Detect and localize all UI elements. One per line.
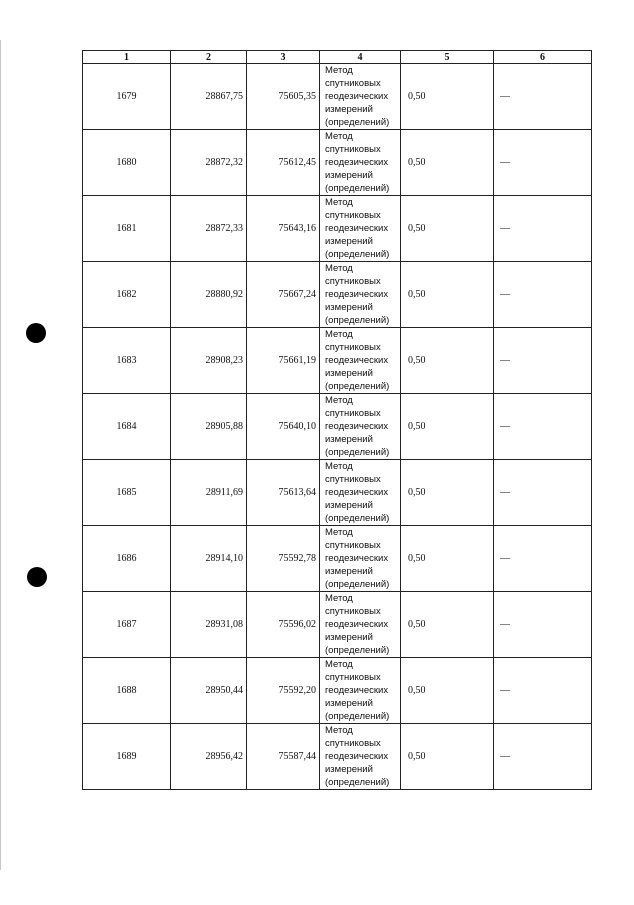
note-cell: — bbox=[494, 658, 592, 724]
table-row bbox=[83, 592, 592, 658]
note-cell: — bbox=[494, 526, 592, 592]
accuracy-cell: 0,50 bbox=[401, 526, 494, 592]
header-col-3: 3 bbox=[247, 51, 320, 64]
method-cell: Метод спутниковых геодезических измерений (определений) bbox=[320, 460, 401, 526]
accuracy-cell: 0,50 bbox=[401, 724, 494, 790]
note-cell: — bbox=[494, 196, 592, 262]
header-col-6: 6 bbox=[494, 51, 592, 64]
method-cell: Метод спутниковых геодезических измерений (определений) bbox=[320, 130, 401, 196]
y-coordinate-cell: 75613,64 bbox=[247, 460, 320, 526]
table-row bbox=[83, 64, 592, 130]
y-coordinate-cell: 75612,45 bbox=[247, 130, 320, 196]
accuracy-cell: 0,50 bbox=[401, 130, 494, 196]
point-number-cell: 1680 bbox=[83, 130, 171, 196]
x-coordinate-cell: 28872,33 bbox=[171, 196, 247, 262]
table-row bbox=[83, 130, 592, 196]
table-row bbox=[83, 196, 592, 262]
point-number-cell: 1683 bbox=[83, 328, 171, 394]
accuracy-cell: 0,50 bbox=[401, 328, 494, 394]
method-cell: Метод спутниковых геодезических измерений (определений) bbox=[320, 64, 401, 130]
point-number-cell: 1679 bbox=[83, 64, 171, 130]
header-col-4: 4 bbox=[320, 51, 401, 64]
x-coordinate-cell: 28950,44 bbox=[171, 658, 247, 724]
x-coordinate-cell: 28911,69 bbox=[171, 460, 247, 526]
point-number-cell: 1684 bbox=[83, 394, 171, 460]
method-cell: Метод спутниковых геодезических измерений (определений) bbox=[320, 526, 401, 592]
note-cell: — bbox=[494, 328, 592, 394]
x-coordinate-cell: 28880,92 bbox=[171, 262, 247, 328]
accuracy-cell: 0,50 bbox=[401, 64, 494, 130]
note-cell: — bbox=[494, 592, 592, 658]
table-header-row bbox=[83, 51, 592, 64]
x-coordinate-cell: 28914,10 bbox=[171, 526, 247, 592]
accuracy-cell: 0,50 bbox=[401, 460, 494, 526]
header-col-5: 5 bbox=[401, 51, 494, 64]
note-cell: — bbox=[494, 460, 592, 526]
point-number-cell: 1687 bbox=[83, 592, 171, 658]
method-cell: Метод спутниковых геодезических измерений (определений) bbox=[320, 592, 401, 658]
method-cell: Метод спутниковых геодезических измерений (определений) bbox=[320, 196, 401, 262]
table-row bbox=[83, 262, 592, 328]
x-coordinate-cell: 28905,88 bbox=[171, 394, 247, 460]
y-coordinate-cell: 75667,24 bbox=[247, 262, 320, 328]
table-row bbox=[83, 394, 592, 460]
header-col-2: 2 bbox=[171, 51, 247, 64]
x-coordinate-cell: 28931,08 bbox=[171, 592, 247, 658]
point-number-cell: 1686 bbox=[83, 526, 171, 592]
accuracy-cell: 0,50 bbox=[401, 394, 494, 460]
point-number-cell: 1685 bbox=[83, 460, 171, 526]
page-left-edge bbox=[0, 40, 1, 870]
note-cell: — bbox=[494, 394, 592, 460]
note-cell: — bbox=[494, 130, 592, 196]
accuracy-cell: 0,50 bbox=[401, 262, 494, 328]
y-coordinate-cell: 75661,19 bbox=[247, 328, 320, 394]
punch-hole-top bbox=[26, 323, 46, 343]
accuracy-cell: 0,50 bbox=[401, 196, 494, 262]
point-number-cell: 1689 bbox=[83, 724, 171, 790]
y-coordinate-cell: 75643,16 bbox=[247, 196, 320, 262]
y-coordinate-cell: 75592,78 bbox=[247, 526, 320, 592]
point-number-cell: 1681 bbox=[83, 196, 171, 262]
table-row bbox=[83, 526, 592, 592]
table-row bbox=[83, 724, 592, 790]
x-coordinate-cell: 28867,75 bbox=[171, 64, 247, 130]
note-cell: — bbox=[494, 262, 592, 328]
table-row bbox=[83, 460, 592, 526]
point-number-cell: 1688 bbox=[83, 658, 171, 724]
y-coordinate-cell: 75640,10 bbox=[247, 394, 320, 460]
header-col-1: 1 bbox=[83, 51, 171, 64]
x-coordinate-cell: 28956,42 bbox=[171, 724, 247, 790]
note-cell: — bbox=[494, 724, 592, 790]
method-cell: Метод спутниковых геодезических измерений (определений) bbox=[320, 724, 401, 790]
method-cell: Метод спутниковых геодезических измерений (определений) bbox=[320, 658, 401, 724]
accuracy-cell: 0,50 bbox=[401, 592, 494, 658]
note-cell: — bbox=[494, 64, 592, 130]
coordinates-table bbox=[82, 50, 592, 790]
y-coordinate-cell: 75605,35 bbox=[247, 64, 320, 130]
table-row bbox=[83, 328, 592, 394]
y-coordinate-cell: 75592,20 bbox=[247, 658, 320, 724]
x-coordinate-cell: 28872,32 bbox=[171, 130, 247, 196]
y-coordinate-cell: 75587,44 bbox=[247, 724, 320, 790]
accuracy-cell: 0,50 bbox=[401, 658, 494, 724]
method-cell: Метод спутниковых геодезических измерений (определений) bbox=[320, 262, 401, 328]
punch-hole-bottom bbox=[27, 567, 47, 587]
method-cell: Метод спутниковых геодезических измерений (определений) bbox=[320, 328, 401, 394]
y-coordinate-cell: 75596,02 bbox=[247, 592, 320, 658]
method-cell: Метод спутниковых геодезических измерений (определений) bbox=[320, 394, 401, 460]
x-coordinate-cell: 28908,23 bbox=[171, 328, 247, 394]
table-row bbox=[83, 658, 592, 724]
point-number-cell: 1682 bbox=[83, 262, 171, 328]
